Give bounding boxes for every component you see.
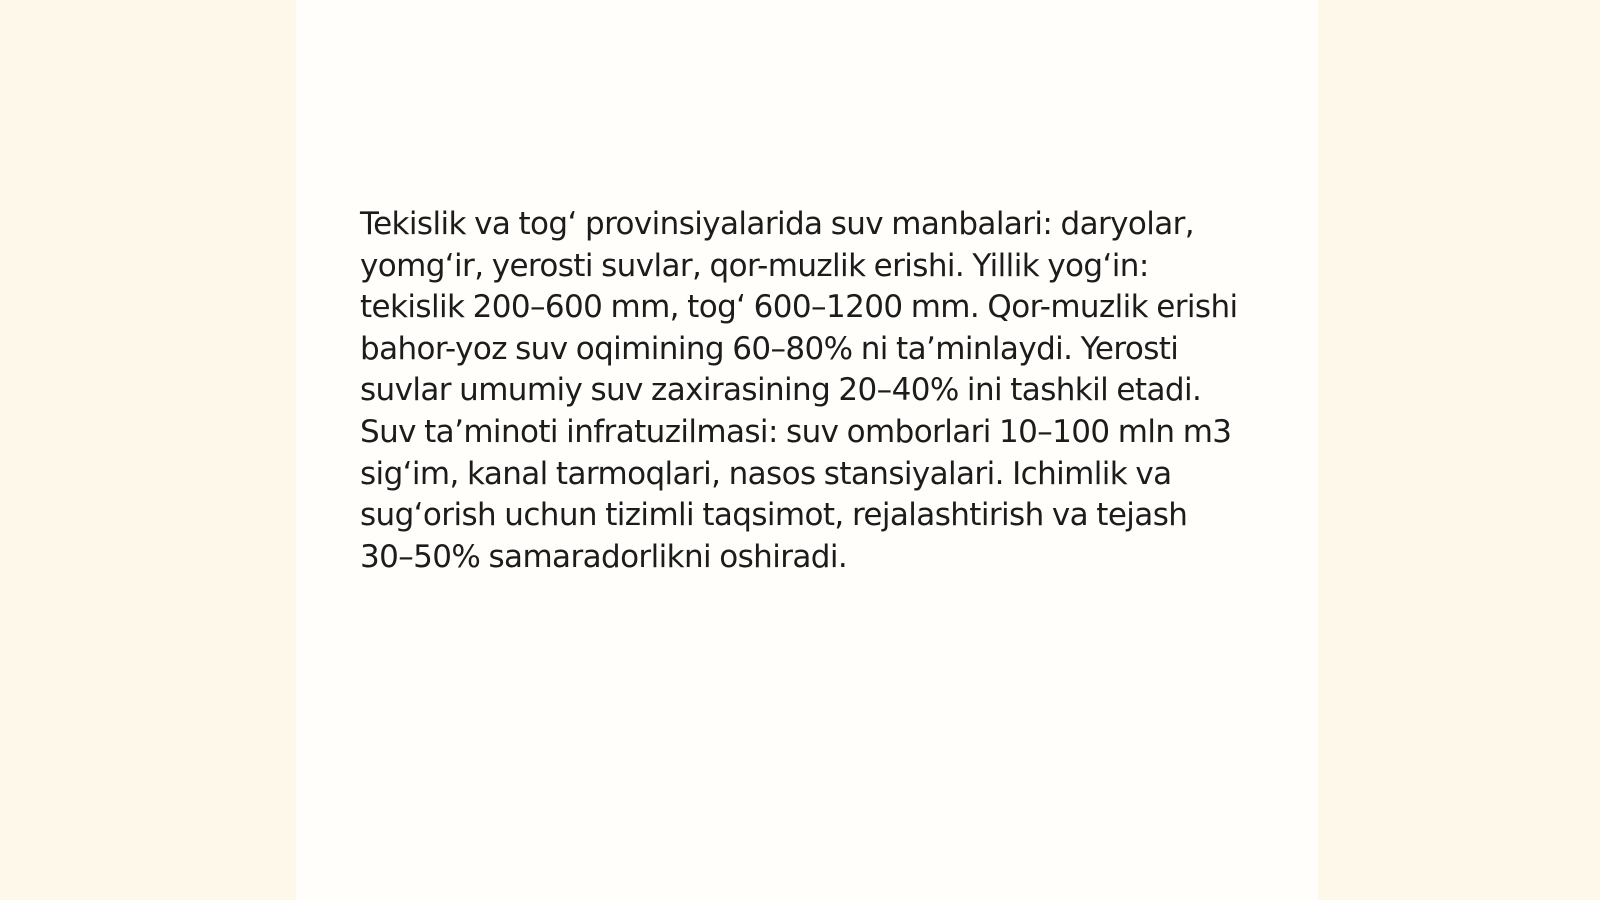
body-paragraph: Tekislik va tog‘ provinsiyalarida suv manbalari: daryolar, yomg‘ir, yerosti suvlar, qor-muzlik erishi. Yillik yog‘in: tekislik 200–600 mm, tog‘ 600–1200 mm. Qor-muzlik erishi bahor-yoz suv oqimining 60–80% ni ta’minlaydi. Yerosti suvlar umumiy suv zaxirasining 20–40% ini tashkil etadi. Suv ta’minoti infratuzilmasi: suv omborlari 10–100 mln m3 sig‘im, kanal tarmoqlari, nasos stansiyalari. Ichimlik va sug‘orish uchun tizimli taqsimot, rejalashtirish va tejash 30–50% samaradorlikni oshiradi. xyxy=(360,206,1238,575)
